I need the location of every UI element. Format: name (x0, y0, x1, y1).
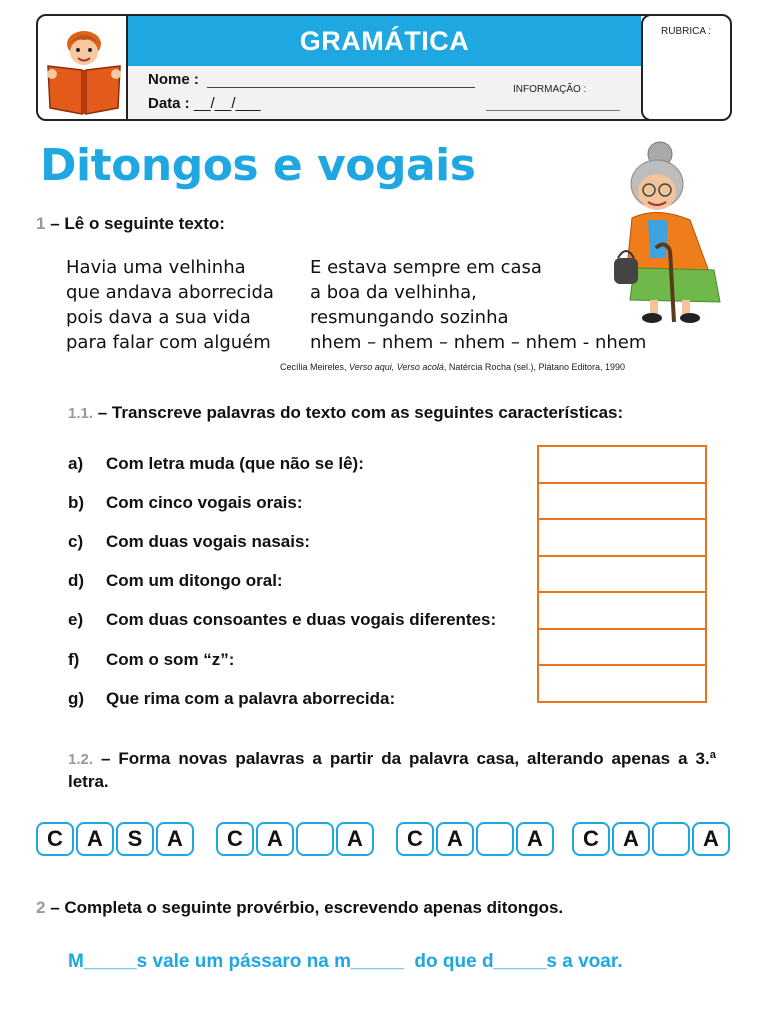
header-title: GRAMÁTICA (128, 16, 641, 66)
item-letter: e) (68, 610, 84, 629)
item-letter: g) (68, 689, 85, 708)
question-1-1-number: 1.1. (68, 405, 94, 422)
answer-cell-e[interactable] (537, 591, 707, 630)
poem-left-stanza (66, 255, 274, 355)
boy-reading-book-icon (40, 18, 126, 118)
question-1-1 (68, 403, 623, 423)
answer-cell-g[interactable] (537, 664, 707, 703)
list-item (68, 532, 310, 552)
item-text: Com letra muda (que não se lê): (106, 454, 364, 473)
letter-box: C (36, 822, 74, 856)
answer-cell-d[interactable] (537, 555, 707, 594)
name-input-line[interactable] (207, 87, 475, 88)
date-field[interactable] (148, 95, 261, 112)
poem-line: pois dava a sua vida (66, 307, 251, 328)
letter-blank-box[interactable] (296, 822, 334, 856)
question-1-2 (68, 748, 716, 793)
answer-table (537, 447, 707, 703)
question-1-2-text: – Forma novas palavras a partir da palavra casa, alterando apenas a 3.ª letra. (68, 749, 716, 791)
answer-cell-c[interactable] (537, 518, 707, 557)
answer-cell-b[interactable] (537, 482, 707, 521)
proverb-fill-in[interactable]: M_____s vale um pássaro na m_____ do que d_____s a voar. (68, 951, 623, 972)
item-text: Com o som “z”: (106, 650, 235, 669)
item-text: Que rima com a palavra (106, 689, 303, 708)
list-item (68, 493, 303, 513)
question-1-1-text: – Transcreve palavras do texto com as seguintes características: (93, 403, 624, 422)
date-blanks[interactable]: __/__/___ (193, 95, 261, 112)
worksheet-header (36, 14, 730, 121)
item-letter: d) (68, 571, 85, 590)
question-2-text: – Completa o seguinte provérbio, escrevendo apenas ditongos. (45, 898, 564, 917)
question-1-2-number: 1.2. (68, 751, 94, 768)
item-text: Com duas consoantes e duas vogais diferentes: (106, 610, 497, 629)
item-text: Com um ditongo oral: (106, 571, 283, 590)
letter-box: A (436, 822, 474, 856)
name-label: Nome : (148, 71, 199, 88)
letter-box: A (692, 822, 730, 856)
word-group-4 (572, 822, 732, 856)
letter-box: A (76, 822, 114, 856)
item-letter: c) (68, 532, 84, 551)
rubrica-label: RUBRICA : (661, 26, 712, 37)
letter-box: A (612, 822, 650, 856)
list-item (68, 454, 364, 474)
letter-box: A (336, 822, 374, 856)
item-letter: a) (68, 454, 84, 473)
poem-right-stanza (310, 255, 646, 355)
informacao-input-line[interactable] (486, 110, 620, 111)
date-label: Data : (148, 95, 190, 112)
word-group-2 (216, 822, 376, 856)
question-2-number: 2 (36, 898, 46, 917)
letter-box: A (156, 822, 194, 856)
list-item (68, 650, 234, 670)
item-letter: f) (68, 650, 80, 669)
question-2 (36, 898, 563, 918)
page-title: Ditongos e vogais (40, 140, 476, 191)
poem-line: que andava aborrecida (66, 282, 274, 303)
question-1-text: – Lê o seguinte texto: (50, 214, 225, 233)
item-bold-word: aborrecida (302, 689, 390, 708)
question-1-number: 1 (36, 214, 46, 233)
letter-blank-box[interactable] (652, 822, 690, 856)
poem-line: resmungando sozinha (310, 307, 509, 328)
informacao-label: INFORMAÇÃO : (513, 84, 587, 95)
word-group-3 (396, 822, 556, 856)
rubrica-box[interactable] (641, 14, 732, 121)
poem-line: nhem – nhem – nhem – nhem - nhem (310, 332, 647, 353)
list-item (68, 610, 496, 630)
student-info-area (128, 66, 641, 119)
letter-blank-box[interactable] (476, 822, 514, 856)
question-1 (36, 214, 225, 234)
poem-citation (280, 362, 625, 372)
poem-line: Havia uma velhinha (66, 257, 246, 278)
word-group-casa (36, 822, 196, 856)
poem-line: E estava sempre em casa (310, 257, 542, 278)
letter-box: C (572, 822, 610, 856)
item-letter: b) (68, 493, 85, 512)
letter-box: C (216, 822, 254, 856)
poem-line: para falar com alguém (66, 332, 271, 353)
name-field[interactable] (148, 71, 475, 88)
item-text: Com cinco vogais orais: (106, 493, 303, 512)
item-text: Com duas vogais nasais: (106, 532, 311, 551)
answer-cell-a[interactable] (537, 445, 707, 484)
letter-box: S (116, 822, 154, 856)
citation-author: Cecília Meireles, (280, 362, 350, 372)
letter-box: A (516, 822, 554, 856)
list-item (68, 571, 283, 591)
list-item (68, 689, 395, 709)
letter-box: C (396, 822, 434, 856)
item-end: : (389, 689, 396, 708)
logo-box (38, 16, 128, 119)
letter-box: A (256, 822, 294, 856)
citation-work: Verso aqui, Verso acolá (349, 362, 444, 372)
poem-line: a boa da velhinha, (310, 282, 477, 303)
citation-rest: , Natércia Rocha (sel.), Plátano Editora, 1990 (443, 362, 626, 372)
answer-cell-f[interactable] (537, 628, 707, 667)
